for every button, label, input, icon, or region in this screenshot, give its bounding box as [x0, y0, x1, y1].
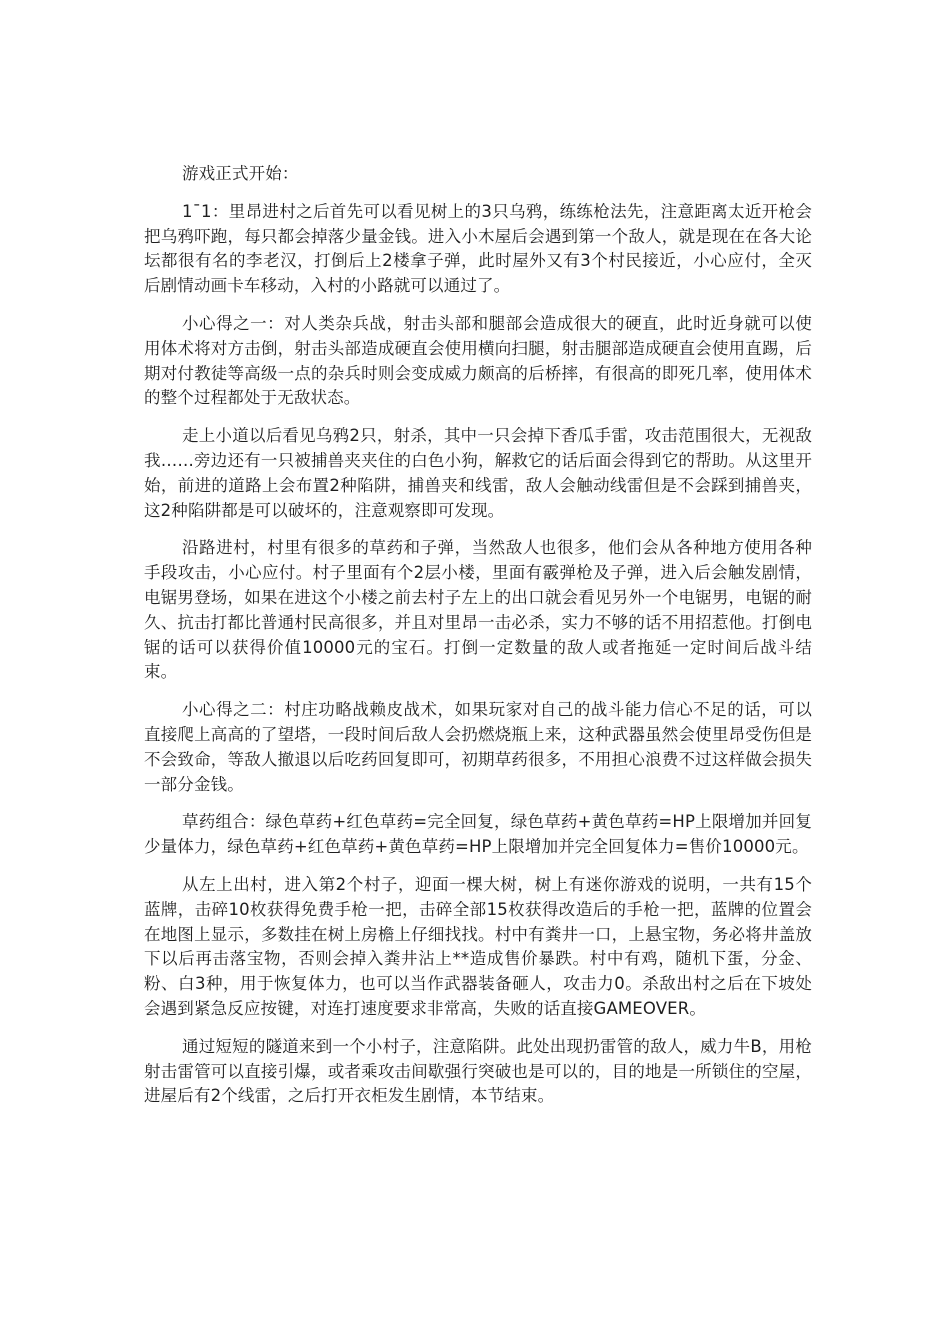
paragraph-tunnel: 通过短短的隧道来到一个小村子，注意陷阱。此处出现扔雷管的敌人，威力牛B，用枪射击雷管可以直接引爆，或者乘攻击间歇强行突破也是可以的，目的地是一所锁住的空屋，进屋后有2个线雷，之后打开衣柜发生剧情，本节结束。 [144, 1036, 812, 1106]
paragraph-path-traps: 走上小道以后看见乌鸦2只，射杀，其中一只会掉下香瓜手雷，攻击范围很大，无视敌我……旁边还有一只被捕兽夹夹住的白色小狗，解救它的话后面会得到它的帮助。从这里开始，前进的道路上会布置2种陷阱，捕兽夹和线雷，敌人会触动线雷但是不会踩到捕兽夹，这2种陷阱都是可以破坏的，注意观察即可发现。 [144, 426, 812, 520]
paragraph-tip-2: 小心得之二：村庄功略战赖皮战术，如果玩家对自己的战斗能力信心不足的话，可以直接爬上高高的了望塔，一段时间后敌人会扔燃烧瓶上来，这种武器虽然会使里昂受伤但是不会致命，等敌人撤退以后吃药回复即可，初期草药很多，不用担心浪费不过这样做会损失一部分金钱。 [144, 700, 812, 794]
document-body [144, 162, 812, 1122]
paragraph-village: 沿路进村，村里有很多的草药和子弹，当然敌人也很多，他们会从各种地方使用各种手段攻击，小心应付。村子里面有个2层小楼，里面有霰弹枪及子弹，进入后会触发剧情，电锯男登场，如果在进这个小楼之前去村子左上的出口就会看见另外一个电锯男，电锯的耐久、抗击打都比普通村民高很多，并且对里昂一击必杀，实力不够的话不用招惹他。打倒电锯的话可以获得价值10000元的宝石。打倒一定数量的敌人或者拖延一定时间后战斗结束。 [144, 538, 812, 682]
paragraph-second-village: 从左上出村，进入第2个村子，迎面一棵大树，树上有迷你游戏的说明，一共有15个蓝牌，击碎10枚获得免费手枪一把，击碎全部15枚获得改造后的手枪一把，蓝牌的位置会在地图上显示，多数挂在树上房檐上仔细找找。村中有粪井一口，上悬宝物，务必将井盖放下以后再击落宝物，否则会掉入粪井沾上**造成售价暴跌。村中有鸡，随机下蛋，分金、粉、白3种，用于恢复体力，也可以当作武器装备砸人，攻击力0。杀敌出村之后在下坡处会遇到紧急反应按键，对连打速度要求非常高，失败的话直接GAMEOVER。 [144, 874, 812, 1018]
section-heading: 游戏正式开始： [182, 164, 299, 183]
paragraph-herb-combos: 草药组合：绿色草药+红色草药=完全回复，绿色草药+黄色草药=HP上限增加并回复少量体力，绿色草药+红色草药+黄色草药=HP上限增加并完全回复体力=售价10000元。 [144, 812, 812, 857]
paragraph-stage-1-1: 1¯1：里昂进村之后首先可以看见树上的3只乌鸦，练练枪法先，注意距离太近开枪会把乌鸦吓跑，每只都会掉落少量金钱。进入小木屋后会遇到第一个敌人，就是现在在各大论坛都很有名的李老汉，打倒后上2楼拿子弹，此时屋外又有3个村民接近，小心应付，全灭后剧情动画卡车移动，入村的小路就可以通过了。 [144, 201, 812, 296]
paragraph-tip-1: 小心得之一：对人类杂兵战，射击头部和腿部会造成很大的硬直，此时近身就可以使用体术将对方击倒，射击头部造成硬直会使用横向扫腿，射击腿部造成硬直会使用直踢，后期对付教徒等高级一点的杂兵时则会变成威力颇高的后桥摔，有很高的即死几率，使用体术的整个过程都处于无敌状态。 [144, 313, 812, 408]
